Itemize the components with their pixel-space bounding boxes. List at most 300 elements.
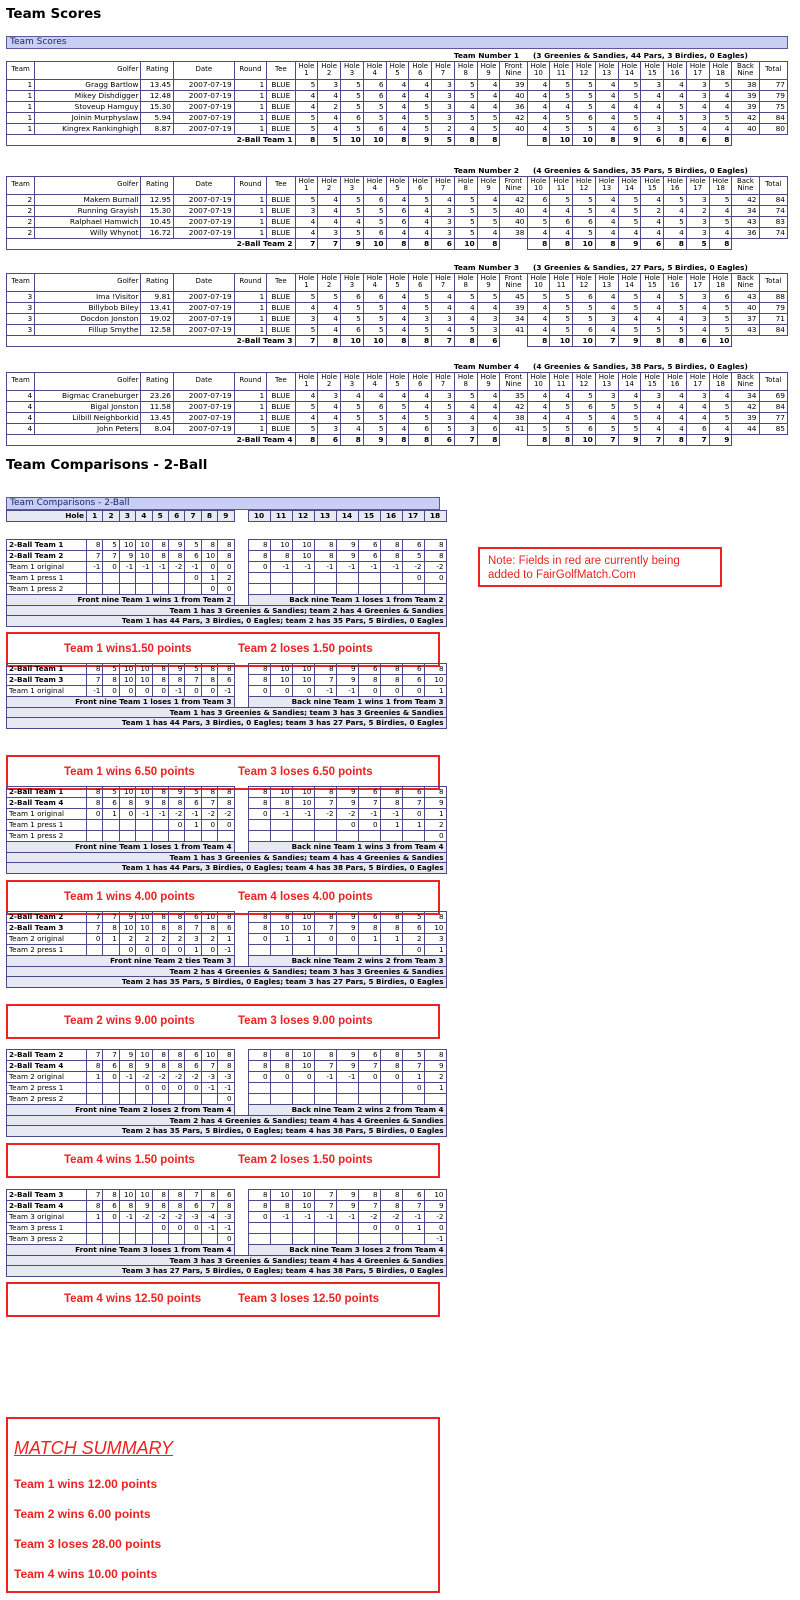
hole-cell: 7 (103, 551, 119, 562)
score-cell: 3 (432, 101, 455, 112)
hole-cell: 9 (336, 923, 358, 934)
column-header: Round (234, 176, 267, 194)
hole-cell: 8 (380, 1061, 402, 1072)
two-ball-cell: 8 (664, 134, 687, 145)
two-ball-cell: 6 (477, 335, 500, 346)
score-cell: 2 (7, 227, 35, 238)
column-header: Back Nine (732, 372, 759, 390)
score-cell: 4 (477, 412, 500, 423)
score-cell: 4 (318, 112, 341, 123)
score-cell: 12.95 (141, 194, 174, 205)
column-header: Tee (267, 273, 295, 291)
result-box-3 (6, 880, 440, 915)
column-header: Hole 1 (295, 176, 318, 194)
team-1-score-table (6, 50, 788, 146)
hole-cell: 0 (218, 562, 234, 573)
score-cell: 4 (318, 313, 341, 324)
score-cell: 5 (363, 205, 386, 216)
two-ball-cell: 9 (618, 434, 641, 445)
column-header: Hole 9 (477, 372, 500, 390)
spacer (234, 945, 248, 956)
comparison-row (7, 540, 447, 551)
hole-cell: -1 (380, 562, 402, 573)
score-cell: 3 (432, 90, 455, 101)
score-cell: BLUE (267, 423, 295, 434)
column-header: Round (234, 372, 267, 390)
score-cell: 3 (432, 79, 455, 90)
score-cell: 4 (477, 390, 500, 401)
spacer (234, 1212, 248, 1223)
column-header: Golfer (35, 61, 141, 79)
golfer-name: Bigal Jonston (35, 401, 141, 412)
column-header: Hole 9 (477, 61, 500, 79)
score-cell: 4 (527, 112, 550, 123)
two-ball-cell: 6 (432, 434, 455, 445)
score-cell: 6 (363, 194, 386, 205)
column-header: Hole 3 (341, 176, 364, 194)
column-header: Hole 13 (595, 273, 618, 291)
score-cell: 5 (341, 123, 364, 134)
hole-cell: 1 (201, 573, 217, 584)
column-header: Team (7, 372, 35, 390)
hole-cell (248, 1234, 270, 1245)
score-cell: 23.26 (141, 390, 174, 401)
spacer (234, 787, 248, 798)
score-cell: 1 (234, 390, 267, 401)
score-cell: 5 (454, 216, 477, 227)
hole-cell: 7 (185, 923, 201, 934)
hole-cell: 7 (87, 1050, 103, 1061)
hole-cell: 2 (218, 573, 234, 584)
hole-cell: 8 (201, 787, 217, 798)
hole-cell (185, 1094, 201, 1105)
score-cell: 4 (432, 291, 455, 302)
comparison-table-5 (6, 1049, 447, 1137)
hole-cell: 9 (119, 1050, 135, 1061)
two-ball-cell: 8 (641, 335, 664, 346)
golfer-name: Ralphael Hamwich (35, 216, 141, 227)
score-cell: 4 (409, 205, 432, 216)
score-cell: 4 (454, 101, 477, 112)
score-cell: 5 (618, 291, 641, 302)
score-cell: 4 (409, 401, 432, 412)
hole-cell: 8 (152, 540, 168, 551)
score-cell: BLUE (267, 412, 295, 423)
hole-cell: 8 (248, 1190, 270, 1201)
two-ball-cell: 8 (295, 434, 318, 445)
team-stats: (4 Greenies & Sandies, 35 Pars, 5 Birdies, 0 Eagles) (533, 165, 748, 175)
column-header: Hole 9 (477, 273, 500, 291)
score-cell: 2007-07-19 (174, 216, 235, 227)
hole-cell: 0 (402, 573, 424, 584)
spacer (234, 820, 248, 831)
column-header: Hole 18 (709, 61, 732, 79)
hole-cell: 6 (402, 787, 424, 798)
score-cell: 4 (318, 123, 341, 134)
score-cell: 88 (759, 291, 787, 302)
hole-cell (314, 831, 336, 842)
score-cell: 2007-07-19 (174, 401, 235, 412)
hole-cell (185, 1234, 201, 1245)
hole-cell: 8 (87, 540, 103, 551)
score-cell: BLUE (267, 112, 295, 123)
pars-summary: Team 2 has 35 Pars, 5 Birdies, 0 Eagles; team 4 has 38 Pars, 5 Birdies, 0 Eagles (7, 1126, 447, 1137)
two-ball-cell: 6 (318, 434, 341, 445)
score-cell: 2 (7, 194, 35, 205)
score-cell: BLUE (267, 101, 295, 112)
hole-cell: 1 (292, 934, 314, 945)
hole-cell: 0 (218, 1234, 234, 1245)
hole-cell: 10 (270, 675, 292, 686)
two-ball-label: 2-Ball Team 1 (7, 134, 296, 145)
score-cell: 4 (477, 79, 500, 90)
spacer (732, 238, 759, 249)
score-cell: 5 (618, 216, 641, 227)
score-cell: 6 (363, 90, 386, 101)
two-ball-cell: 8 (295, 134, 318, 145)
hole-cell: -1 (314, 562, 336, 573)
row-label: Team 1 original (7, 562, 87, 573)
score-cell: 6 (573, 291, 596, 302)
player-row (7, 324, 788, 335)
hole-cell: -1 (336, 1212, 358, 1223)
score-cell: 5 (432, 401, 455, 412)
score-cell: 1 (234, 423, 267, 434)
row-label: 2-Ball Team 2 (7, 912, 87, 923)
score-cell: 5 (641, 324, 664, 335)
spacer (234, 595, 248, 606)
hole-cell: 8 (87, 787, 103, 798)
hole-cell: 2 (119, 934, 135, 945)
score-cell: 5 (409, 291, 432, 302)
comparison-row (7, 1212, 447, 1223)
hole-cell: 10 (119, 540, 135, 551)
score-cell: 4 (477, 401, 500, 412)
player-row (7, 291, 788, 302)
two-ball-cell: 9 (363, 434, 386, 445)
spacer (234, 562, 248, 573)
score-cell: 4 (709, 90, 732, 101)
hole-cell (270, 573, 292, 584)
score-cell: 4 (527, 324, 550, 335)
hole-cell (185, 831, 201, 842)
score-cell: 5 (295, 423, 318, 434)
hole-cell: 0 (152, 686, 168, 697)
score-cell: 4 (409, 79, 432, 90)
score-cell: 5 (341, 401, 364, 412)
column-header: Hole 14 (618, 176, 641, 194)
hole-cell: 6 (358, 540, 380, 551)
score-cell: 3 (318, 423, 341, 434)
score-cell: 4 (341, 423, 364, 434)
hole-cell: 0 (103, 1072, 119, 1083)
hole-cell: 0 (103, 562, 119, 573)
hole-cell (119, 1234, 135, 1245)
hole-cell: -2 (358, 1212, 380, 1223)
score-cell: 4 (432, 302, 455, 313)
score-cell: 5 (527, 423, 550, 434)
column-header: Round (234, 273, 267, 291)
hole-cell: 0 (218, 584, 234, 595)
hole-cell: 6 (402, 540, 424, 551)
hole-cell: 5 (402, 551, 424, 562)
hole-cell: 8 (248, 675, 270, 686)
hole-cell: 0 (270, 1072, 292, 1083)
team-number-label: Team Number 2 (453, 165, 520, 175)
column-header: Hole 6 (409, 372, 432, 390)
hole-cell: 6 (185, 1061, 201, 1072)
spacer (759, 134, 787, 145)
column-header: Hole 16 (664, 372, 687, 390)
hole-cell (270, 1083, 292, 1094)
score-cell: 2007-07-19 (174, 79, 235, 90)
hole-cell: 10 (136, 540, 152, 551)
score-cell: 1 (7, 90, 35, 101)
hole-cell: 8 (218, 798, 234, 809)
column-header: Hole 2 (318, 176, 341, 194)
score-cell: 4 (527, 123, 550, 134)
column-header: Hole 6 (409, 176, 432, 194)
two-ball-cell: 6 (641, 238, 664, 249)
hole-cell: 8 (87, 1201, 103, 1212)
column-header: Hole 4 (363, 372, 386, 390)
column-header: Team (7, 273, 35, 291)
hole-cell (336, 1234, 358, 1245)
score-cell: 5 (454, 324, 477, 335)
score-cell: 5 (454, 390, 477, 401)
spacer (234, 831, 248, 842)
column-header: Total (759, 176, 787, 194)
score-cell: 5 (295, 123, 318, 134)
spacer (234, 1245, 248, 1256)
column-header: Hole 2 (318, 61, 341, 79)
two-ball-label: 2-Ball Team 2 (7, 238, 296, 249)
hole-cell: 0 (424, 573, 446, 584)
score-cell: 5 (550, 291, 573, 302)
two-ball-cell: 7 (318, 238, 341, 249)
hole-cell: 8 (248, 787, 270, 798)
hole-cell: 0 (119, 686, 135, 697)
hole-cell: 7 (87, 551, 103, 562)
row-label: 2-Ball Team 1 (7, 787, 87, 798)
player-row (7, 216, 788, 227)
score-cell: 4 (7, 401, 35, 412)
spacer (234, 1223, 248, 1234)
two-ball-cell: 5 (432, 134, 455, 145)
hole-cell: 10 (136, 551, 152, 562)
column-header: Hole 8 (454, 372, 477, 390)
score-cell: 5 (618, 401, 641, 412)
player-row (7, 194, 788, 205)
hole-cell: 5 (185, 664, 201, 675)
hole-cell: 9 (119, 912, 135, 923)
hole-cell (103, 1094, 119, 1105)
column-header: Hole 11 (550, 273, 573, 291)
score-cell: 5 (709, 401, 732, 412)
column-header: Golfer (35, 176, 141, 194)
hole-cell: 6 (103, 1061, 119, 1072)
score-cell: 40 (500, 216, 527, 227)
score-cell: 3 (686, 390, 709, 401)
hole-cell (136, 831, 152, 842)
column-header: Hole 3 (341, 61, 364, 79)
column-header: Hole 12 (573, 176, 596, 194)
golfer-name: Docdon Jonston (35, 313, 141, 324)
hole-cell (119, 1083, 135, 1094)
hole-cell: 1 (270, 934, 292, 945)
hole-cell: 0 (152, 945, 168, 956)
score-cell: 1 (234, 324, 267, 335)
score-cell: 9.81 (141, 291, 174, 302)
score-cell: 4 (409, 227, 432, 238)
comparison-row (7, 798, 447, 809)
hole-cell: 6 (358, 551, 380, 562)
score-cell: 3 (295, 313, 318, 324)
hole-cell: 8 (424, 540, 446, 551)
score-cell: 3 (7, 291, 35, 302)
hole-cell (380, 584, 402, 595)
hole-cell (292, 573, 314, 584)
hole-cell: 8 (380, 551, 402, 562)
score-cell: 5 (618, 90, 641, 101)
column-header: Team (7, 176, 35, 194)
score-cell: 5 (550, 423, 573, 434)
hole-number: 11 (270, 511, 292, 522)
hole-cell (136, 573, 152, 584)
score-cell: 4 (550, 101, 573, 112)
hole-cell: 10 (136, 787, 152, 798)
column-header: Hole 8 (454, 273, 477, 291)
score-cell: 5 (709, 412, 732, 423)
team-scores-panel-title: Team Scores (6, 36, 788, 49)
score-cell: 5 (550, 112, 573, 123)
score-cell: 5 (618, 112, 641, 123)
score-cell: 6 (386, 205, 409, 216)
hole-cell: 7 (402, 1201, 424, 1212)
score-cell: 5 (664, 194, 687, 205)
two-ball-row (7, 434, 788, 445)
score-cell: 4 (641, 112, 664, 123)
hole-cell: 1 (185, 820, 201, 831)
comparison-row (7, 831, 447, 842)
result-box-4 (6, 1004, 440, 1039)
two-ball-cell: 6 (432, 238, 455, 249)
golfer-name: Stoveup Hamguy (35, 101, 141, 112)
hole-cell: 8 (119, 798, 135, 809)
hole-cell (248, 831, 270, 842)
comparison-row (7, 809, 447, 820)
hole-cell: -1 (119, 1072, 135, 1083)
score-cell: 77 (759, 412, 787, 423)
score-cell: 3 (432, 227, 455, 238)
hole-cell: -1 (270, 562, 292, 573)
score-cell: 3 (409, 313, 432, 324)
hole-cell: 7 (358, 1061, 380, 1072)
two-ball-cell: 8 (454, 335, 477, 346)
player-row (7, 205, 788, 216)
pars-summary: Team 3 has 27 Pars, 5 Birdies, 0 Eagles; team 4 has 38 Pars, 5 Birdies, 0 Eagles (7, 1266, 447, 1277)
score-cell: 4 (618, 227, 641, 238)
hole-cell: 7 (314, 798, 336, 809)
hole-cell: 7 (201, 1061, 217, 1072)
hole-cell (87, 1234, 103, 1245)
score-cell: 2007-07-19 (174, 291, 235, 302)
hole-cell: 5 (103, 787, 119, 798)
score-cell: 4 (527, 390, 550, 401)
hole-cell: 8 (201, 540, 217, 551)
hole-cell: 8 (380, 675, 402, 686)
score-cell: 4 (664, 227, 687, 238)
spacer (732, 335, 759, 346)
back-nine-result: Back nine Team 3 loses 2 from Team 4 (248, 1245, 446, 1256)
two-ball-cell: 8 (550, 434, 573, 445)
spacer (234, 1061, 248, 1072)
row-label: Team 1 press 2 (7, 831, 87, 842)
comparison-row (7, 1072, 447, 1083)
hole-cell (168, 1234, 184, 1245)
score-cell: 2007-07-19 (174, 412, 235, 423)
score-cell: 6 (363, 291, 386, 302)
score-cell: 6 (386, 216, 409, 227)
score-cell: 39 (732, 90, 759, 101)
row-label: Team 1 original (7, 686, 87, 697)
row-label: 2-Ball Team 4 (7, 798, 87, 809)
score-cell: 2 (7, 216, 35, 227)
score-cell: 39 (500, 79, 527, 90)
score-cell: 4 (641, 291, 664, 302)
score-cell: 6 (686, 423, 709, 434)
hole-cell: -1 (152, 562, 168, 573)
row-label: Team 2 original (7, 934, 87, 945)
pars-summary: Team 1 has 44 Pars, 3 Birdies, 0 Eagles; team 3 has 27 Pars, 5 Birdies, 0 Eagles (7, 718, 447, 729)
score-cell: 44 (732, 423, 759, 434)
hole-cell: 7 (87, 912, 103, 923)
hole-cell: 8 (270, 1050, 292, 1061)
comparison-row (7, 1234, 447, 1245)
row-label: 2-Ball Team 3 (7, 675, 87, 686)
column-header: Hole 6 (409, 273, 432, 291)
score-cell: 4 (527, 227, 550, 238)
two-ball-cell: 7 (595, 434, 618, 445)
hole-cell: -1 (185, 809, 201, 820)
hole-cell: 8 (424, 1050, 446, 1061)
hole-cell (314, 945, 336, 956)
score-cell: 4 (550, 412, 573, 423)
score-cell: 6 (363, 123, 386, 134)
score-cell: 3 (295, 205, 318, 216)
score-cell: 4 (641, 194, 664, 205)
row-label: 2-Ball Team 4 (7, 1061, 87, 1072)
comparison-row (7, 934, 447, 945)
hole-cell: 8 (248, 551, 270, 562)
hole-cell (119, 584, 135, 595)
lose-text: Team 4 loses 4.00 points (238, 891, 373, 903)
hole-cell: 9 (168, 787, 184, 798)
score-cell: 5 (477, 123, 500, 134)
two-ball-cell: 10 (363, 335, 386, 346)
hole-cell: -1 (119, 562, 135, 573)
comparison-row (7, 1094, 447, 1105)
hole-cell: 0 (248, 562, 270, 573)
hole-cell: -1 (402, 1212, 424, 1223)
score-cell: 4 (477, 90, 500, 101)
score-cell: 5 (454, 90, 477, 101)
score-cell: 5 (363, 423, 386, 434)
column-header: Rating (141, 273, 174, 291)
score-cell: 2007-07-19 (174, 324, 235, 335)
column-header: Back Nine (732, 61, 759, 79)
score-cell: 5 (477, 216, 500, 227)
